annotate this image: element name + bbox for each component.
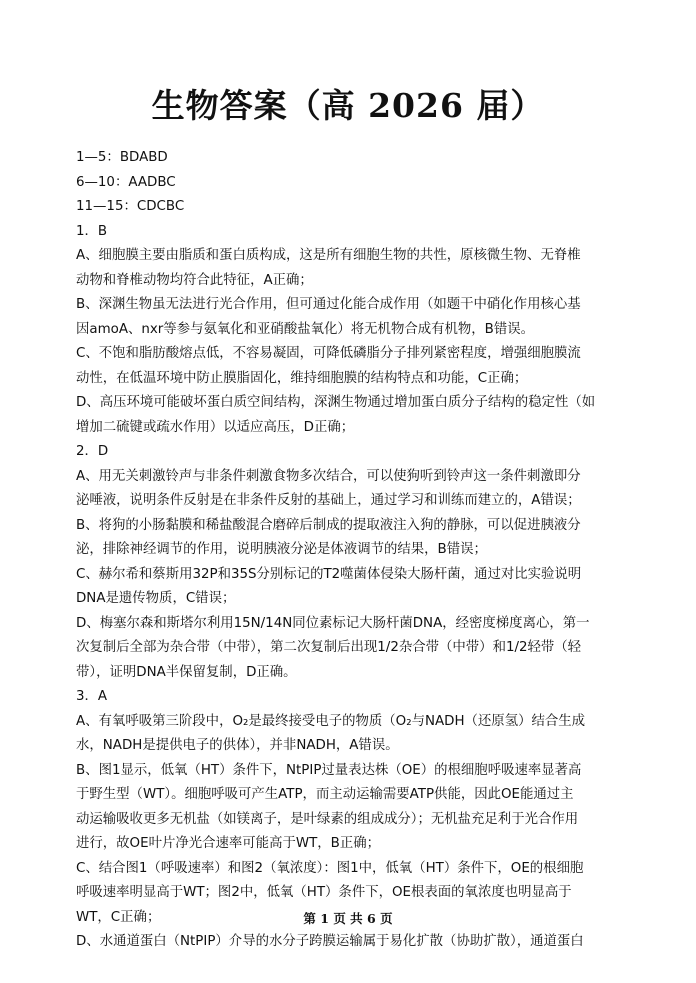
text-line: 1—5：BDABD: [76, 150, 168, 165]
text-line: B、深渊生物虽无法进行光合作用，但可通过化能合成作用（如题干中硝化作用核心基: [76, 297, 581, 312]
text-line: D、高压环境可能破坏蛋白质空间结构，深渊生物通过增加蛋白质分子结构的稳定性（如: [76, 395, 596, 410]
text-line: 动运输吸收更多无机盐（如镁离子，是叶绿素的组成成分）；无机盐充足利于光合作用: [76, 811, 579, 827]
text-line: 于野生型（WT）。细胞呼吸可产生ATP，而主动运输需要ATP供能，因此OE能通过主: [76, 787, 574, 802]
text-line: 进行，故OE叶片净光合速率可能高于WT，B正确；: [76, 836, 381, 851]
text-line: 带），证明DNA半保留复制，D正确。: [76, 664, 297, 680]
text-line: 水，NADH是提供电子的供体），并非NADH，A错误。: [76, 738, 399, 753]
text-line: A、用无关刺激铃声与非条件刺激食物多次结合，可以使狗听到铃声这一条件刺激即分: [76, 468, 581, 484]
page-title: 生物答案（高 2026 届）: [151, 86, 545, 125]
text-line: D、梅塞尔森和斯塔尔利用15N/14N同位素标记大肠杆菌DNA，经密度梯度离心，第一: [76, 615, 590, 631]
text-line: 11—15：CDCBC: [76, 199, 185, 214]
text-line: C、赫尔希和蔡斯用32P和35S分别标记的T2噬菌体侵染大肠杆菌，通过对比实验说明: [76, 566, 582, 582]
text-line: D、水通道蛋白（NtPIP）介导的水分子跨膜运输属于易化扩散（协助扩散），通道蛋白: [76, 934, 584, 949]
text-line: B、将狗的小肠黏膜和稀盐酸混合磨碎后制成的提取液注入狗的静脉，可以促进胰液分: [76, 517, 581, 533]
page-footer: 第 1 页 共 6 页: [303, 911, 393, 926]
text-line: 泌，排除神经调节的作用，说明胰液分泌是体液调节的结果，B错误；: [76, 542, 487, 557]
text-line: 增加二硫键或疏水作用）以适应高压，D正确；: [76, 419, 355, 435]
answer-body: [76, 146, 608, 955]
text-line: A、有氧呼吸第三阶段中，O₂是最终接受电子的物质（O₂与NADH（还原氢）结合生成: [76, 713, 586, 729]
text-line: 3．A: [76, 689, 108, 704]
text-line: 呼吸速率明显高于WT；图2中，低氧（HT）条件下，OE根表面的氧浓度也明显高于: [76, 885, 572, 900]
text-line: 动物和脊椎动物均符合此特征，A正确；: [76, 272, 313, 288]
text-line: A、细胞膜主要由脂质和蛋白质构成，这是所有细胞生物的共性，原核微生物、无脊椎: [76, 248, 581, 263]
text-line: 1．B: [76, 223, 108, 239]
text-line: 因amoA、nxr等参与氨氧化和亚硝酸盐氧化）将无机物合成有机物，B错误。: [76, 321, 535, 337]
text-line: WT，C正确；: [76, 909, 161, 925]
text-line: 次复制后全部为杂合带（中带），第二次复制后出现1/2杂合带（中带）和1/2轻带（轻: [76, 640, 582, 655]
text-line: DNA是遗传物质，C错误；: [76, 591, 236, 606]
text-line: C、不饱和脂肪酸熔点低，不容易凝固，可降低磷脂分子排列紧密程度，增强细胞膜流: [76, 346, 581, 361]
text-line: 动性，在低温环境中防止膜脂固化，维持细胞膜的结构特点和功能，C正确；: [76, 370, 528, 386]
text-line: 6—10：AADBC: [76, 174, 176, 190]
text-line: 2．D: [76, 444, 109, 459]
text-line: 泌唾液，说明条件反射是在非条件反射的基础上，通过学习和训练而建立的，A错误；: [76, 493, 581, 508]
text-line: C、结合图1（呼吸速率）和图2（氧浓度）：图1中，低氧（HT）条件下，OE的根细胞: [76, 860, 584, 876]
text-line: B、图1显示，低氧（HT）条件下，NtPIP过量表达株（OE）的根细胞呼吸速率显著高: [76, 762, 582, 778]
